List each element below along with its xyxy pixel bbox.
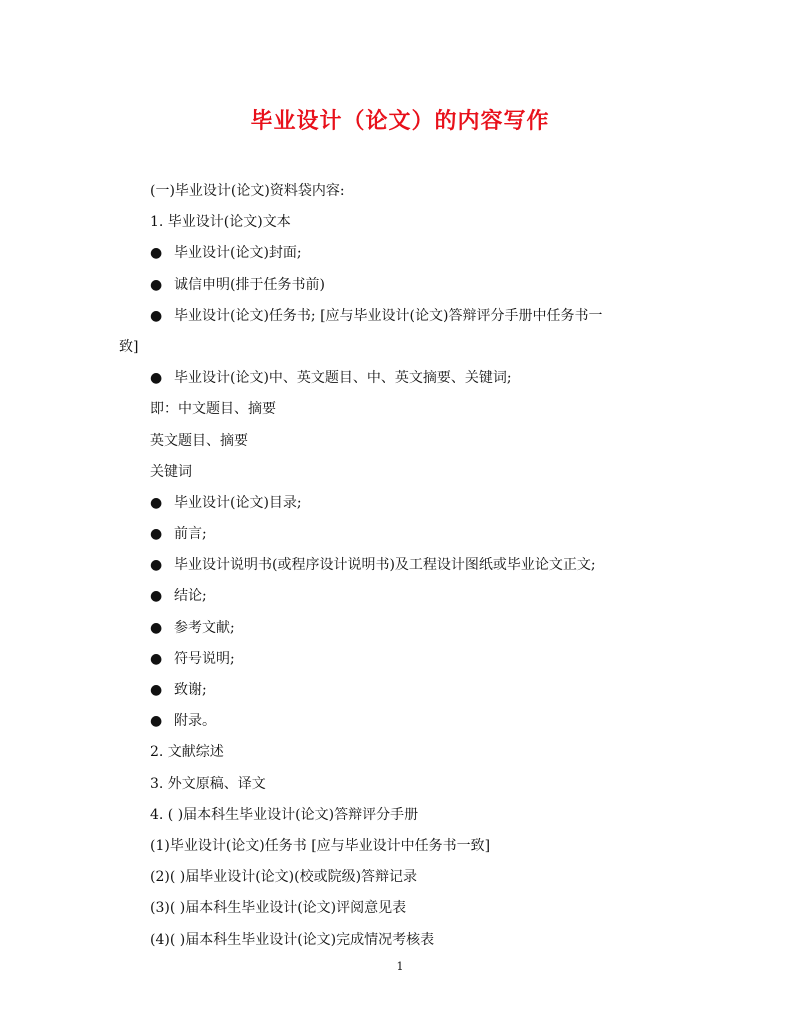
bullet-list-item (119, 363, 679, 394)
bullet-list-item (119, 675, 679, 706)
paragraph-line: (2)( )届毕业设计(论文)(校或院级)答辩记录 (150, 869, 418, 886)
bullet-text: 结论; (174, 588, 207, 605)
paragraph-line: (4)( )届本科生毕业设计(论文)完成情况考核表 (150, 931, 435, 948)
paragraph-line: 英文题目、摘要 (150, 432, 248, 449)
bullet-text: 毕业设计(论文)目录; (174, 494, 302, 511)
bullet-list-item (119, 644, 679, 675)
paragraph-line: 即：中文题目、摘要 (150, 401, 276, 418)
bullet-icon: ● (150, 307, 163, 324)
bullet-list-item (119, 519, 679, 550)
paragraph-line: 关键词 (150, 463, 192, 480)
bullet-list-item (119, 706, 679, 737)
bullet-text: 毕业设计(论文)中、英文题目、中、英文摘要、关键词; (174, 370, 512, 387)
bullet-list-item (119, 613, 679, 644)
bullet-text: 附录。 (174, 713, 216, 730)
bullet-text: 毕业设计说明书(或程序设计说明书)及工程设计图纸或毕业论文正文; (174, 557, 596, 574)
bullet-icon: ● (150, 276, 163, 293)
paragraph-line: (1)毕业设计(论文)任务书 [应与毕业设计中任务书一致] (150, 837, 491, 854)
bullet-icon: ● (150, 682, 163, 698)
paragraph-line: (一)毕业设计(论文)资料袋内容: (150, 183, 345, 199)
bullet-list-item (119, 581, 679, 612)
paragraph-line: (3)( )届本科生毕业设计(论文)评阅意见表 (150, 900, 407, 917)
bullet-icon: ● (150, 526, 163, 543)
bullet-text: 毕业设计(论文)封面; (174, 245, 302, 262)
bullet-icon: ● (150, 650, 163, 667)
bullet-icon: ● (150, 370, 163, 387)
paragraph-line: 2. 文献综述 (150, 744, 224, 761)
bullet-list-item (119, 238, 679, 269)
bullet-list-item (119, 550, 679, 581)
bullet-icon: ● (150, 619, 163, 636)
bullet-icon: ● (150, 588, 163, 605)
page-number: 1 (396, 960, 404, 973)
bullet-icon: ● (150, 557, 163, 574)
paragraph-line: 1. 毕业设计(论文)文本 (150, 214, 291, 231)
bullet-text: 致谢; (174, 682, 207, 698)
paragraph-line: 4. ( )届本科生毕业设计(论文)答辩评分手册 (150, 806, 419, 823)
bullet-list-item (119, 301, 679, 332)
bullet-text: 参考文献; (174, 619, 235, 636)
bullet-icon: ● (150, 494, 163, 511)
bullet-text: 前言; (174, 526, 207, 543)
bullet-list-item (119, 270, 679, 301)
continuation-line: 致] (119, 338, 139, 355)
bullet-text: 符号说明; (174, 650, 235, 667)
bullet-text: 毕业设计(论文)任务书; [应与毕业设计(论文)答辩评分手册中任务书一 (174, 307, 603, 324)
bullet-icon: ● (150, 713, 163, 730)
bullet-icon: ● (150, 245, 163, 262)
document-title: 毕业设计（论文）的内容写作 (250, 108, 550, 134)
paragraph-line: 3. 外文原稿、译文 (150, 775, 266, 792)
document-body (119, 176, 679, 956)
bullet-list-item (119, 488, 679, 519)
bullet-text: 诚信申明(排于任务书前) (174, 276, 325, 293)
